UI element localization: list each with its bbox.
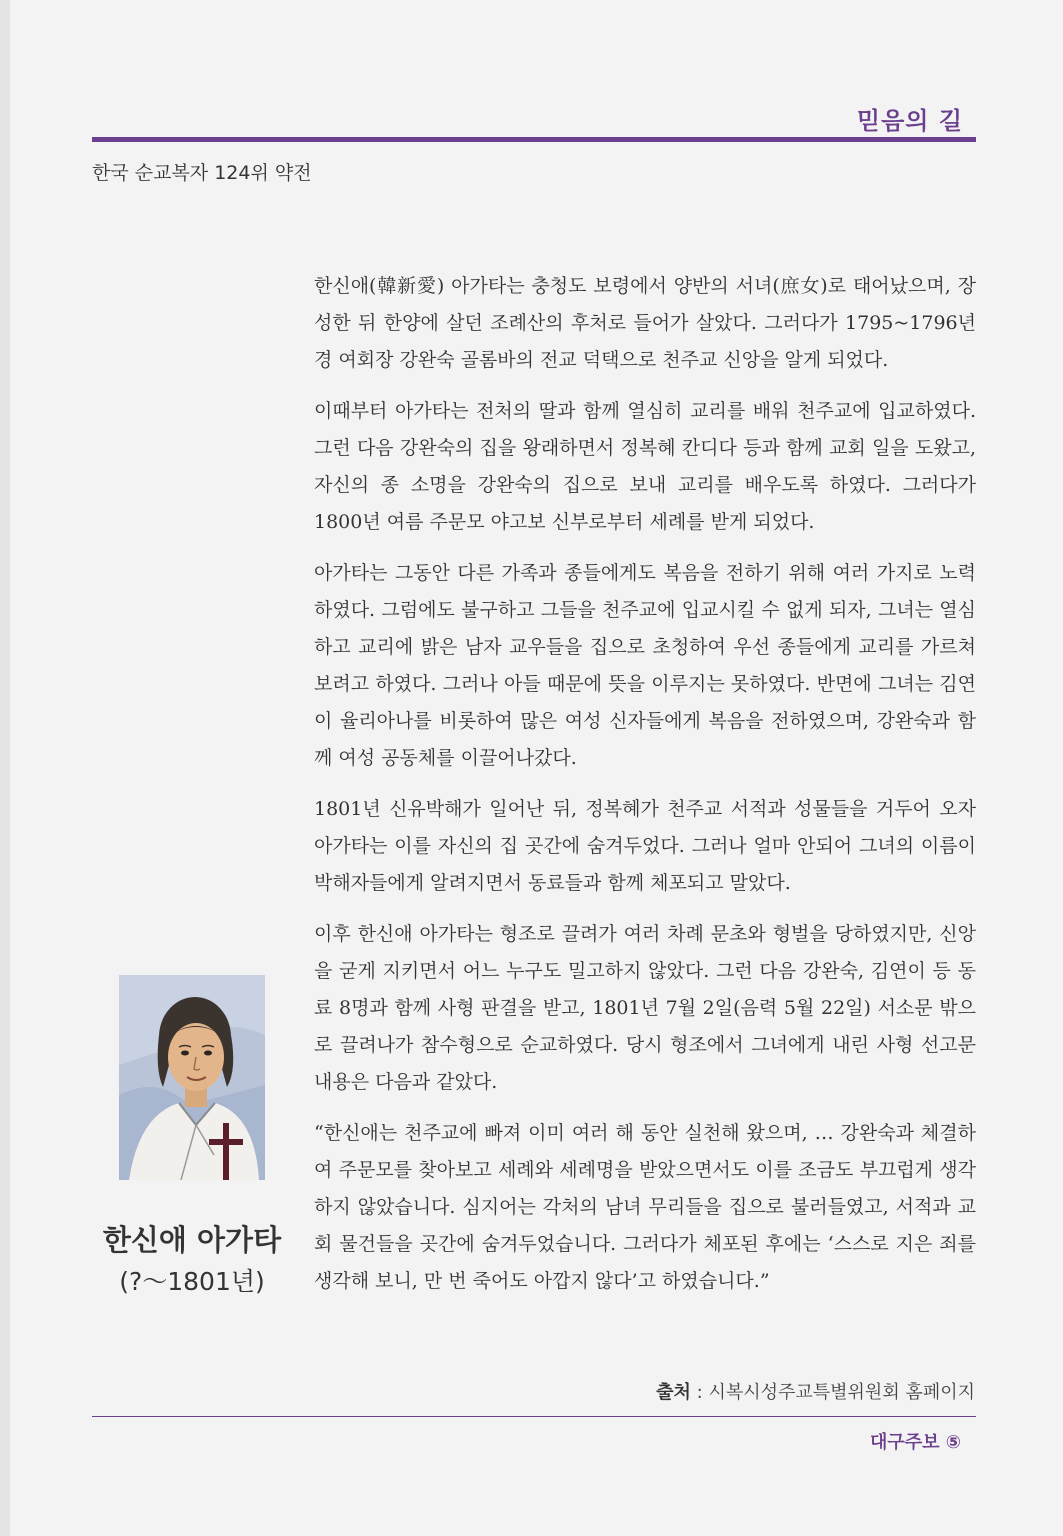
paragraph-3: 아가타는 그동안 다른 가족과 종들에게도 복음을 전하기 위해 여러 가지로 노력하였다. 그럼에도 불구하고 그들을 천주교에 입교시킬 수 없게 되자, 그녀는 열심하고 교리에 밝은 남자 교우들을 집으로 초청하여 우선 종들에게 교리를 가르쳐 보려고 하였다. 그러나 아들 때문에 뜻을 이루지는 못하였다. 반면에 그녀는 김연이 율리아나를 비롯하여 많은 여성 신자들에게 복음을 전하였으며, 강완숙과 함께 여성 공동체를 이끌어나갔다.	[314, 562, 976, 769]
section-title: 믿음의 길	[856, 107, 963, 135]
source-citation	[656, 1378, 975, 1404]
source-text: : 시복시성주교특별위원회 홈페이지	[690, 1382, 975, 1403]
header-rule	[92, 137, 976, 142]
source-label: 출처	[656, 1382, 691, 1403]
paragraph-4: 1801년 신유박해가 일어난 뒤, 정복혜가 천주교 서적과 성물들을 거두어 오자 아가타는 이를 자신의 집 곳간에 숨겨두었다. 그러나 얼마 안되어 그녀의 이름이 박해자들에게 알려지면서 동료들과 함께 체포되고 말았다.	[314, 798, 976, 894]
footer-rule	[92, 1416, 976, 1417]
page-edge	[0, 0, 10, 1536]
portrait-icon	[119, 975, 265, 1180]
article-body	[314, 268, 976, 1314]
series-title: 한국 순교복자 124위 약전	[92, 162, 312, 184]
paragraph-6: “한신애는 천주교에 빠져 이미 여러 해 동안 실천해 왔으며, … 강완숙과 체결하여 주문모를 찾아보고 세례와 세례명을 받았으면서도 이를 조금도 부끄럽게 생각하지 않았습니다. 심지어는 각처의 남녀 무리들을 집으로 불러들였고, 서적과 교회 물건들을 곳간에 숨겨두었습니다. 그러다가 체포된 후에는 ‘스스로 지은 죄를 생각해 보니, 만 번 죽어도 아깝지 않다’고 하였습니다.”	[314, 1122, 976, 1292]
portrait-caption-name: 한신애 아가타	[102, 1223, 282, 1257]
footer-publication: 대구주보 ⑤	[869, 1432, 961, 1453]
paragraph-1: 한신애(韓新愛) 아가타는 충청도 보령에서 양반의 서녀(庶女)로 태어났으며, 장성한 뒤 한양에 살던 조례산의 후처로 들어가 살았다. 그러다가 1795~1796년경 여회장 강완숙 골롬바의 전교 덕택으로 천주교 신앙을 알게 되었다.	[314, 275, 976, 371]
portrait-caption-years: (?～1801년)	[119, 1267, 265, 1296]
paragraph-2: 이때부터 아가타는 전처의 딸과 함께 열심히 교리를 배워 천주교에 입교하였다. 그런 다음 강완숙의 집을 왕래하면서 정복혜 칸디다 등과 함께 교회 일을 도왔고, 자신의 종 소명을 강완숙의 집으로 보내 교리를 배우도록 하였다. 그러다가 1800년 여름 주문모 야고보 신부로부터 세례를 받게 되었다.	[314, 400, 976, 533]
paragraph-5: 이후 한신애 아가타는 형조로 끌려가 여러 차례 문초와 형벌을 당하였지만, 신앙을 굳게 지키면서 어느 누구도 밀고하지 않았다. 그런 다음 강완숙, 김연이 등 동료 8명과 함께 사형 판결을 받고, 1801년 7월 2일(음력 5월 22일) 서소문 밖으로 끌려나가 참수형으로 순교하였다. 당시 형조에서 그녀에게 내린 사형 선고문 내용은 다음과 같았다.	[314, 923, 976, 1093]
